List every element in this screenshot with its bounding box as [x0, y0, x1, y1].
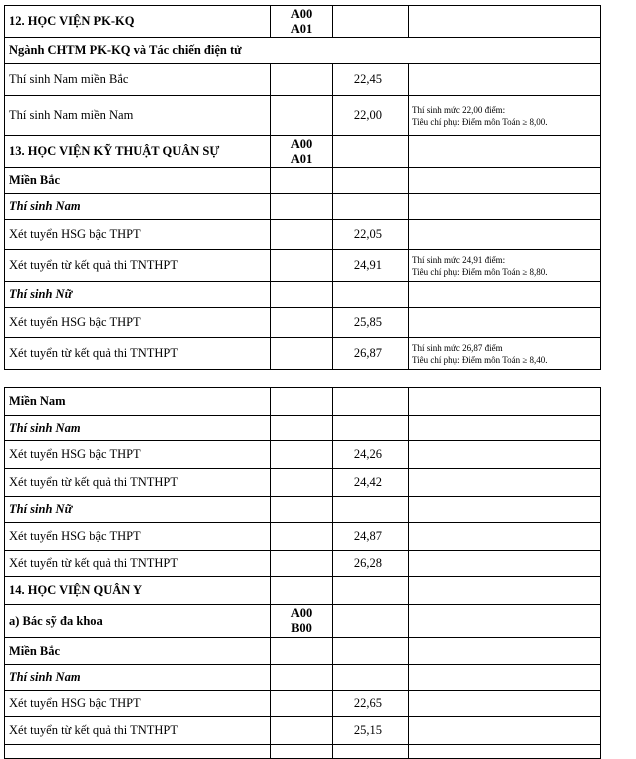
row-label-cell — [5, 665, 271, 691]
note-cell — [409, 665, 601, 691]
row-label: Ngành CHTM PK-KQ và Tác chiến điện tử — [9, 43, 242, 57]
row-label: 14. HỌC VIỆN QUÂN Y — [9, 583, 142, 597]
note-cell — [409, 220, 601, 250]
row-label: Miền Bắc — [9, 173, 61, 187]
row-label-cell — [5, 64, 271, 96]
note-cell — [409, 416, 601, 441]
score-cell — [333, 469, 409, 497]
score-value: 22,00 — [353, 108, 382, 122]
table-body — [5, 6, 601, 370]
table-row — [5, 308, 601, 338]
note-cell — [409, 6, 601, 38]
table-row — [5, 523, 601, 551]
score-cell — [333, 168, 409, 194]
subject-combo-cell — [271, 605, 333, 638]
subject-combo-cell — [271, 168, 333, 194]
score-cell — [333, 441, 409, 469]
subject-combo: A00 — [290, 136, 313, 151]
table-body — [5, 388, 601, 759]
subject-combo-cell — [271, 96, 333, 136]
table-row — [5, 96, 601, 136]
row-label-cell — [5, 638, 271, 665]
row-label: Xét tuyển HSG bậc THPT — [9, 529, 141, 543]
subject-combo-cell — [271, 717, 333, 745]
table-row — [5, 338, 601, 370]
score-cell — [333, 691, 409, 717]
row-label-cell — [5, 168, 271, 194]
table-row — [5, 220, 601, 250]
score-cell — [333, 665, 409, 691]
score-cell — [333, 194, 409, 220]
note-cell — [409, 338, 601, 370]
subject-combo-cell — [271, 691, 333, 717]
note-cell — [409, 308, 601, 338]
subject-combo-cell — [271, 194, 333, 220]
row-label-cell — [5, 6, 271, 38]
subject-combo-cell — [271, 250, 333, 282]
row-label: Thí sinh Nam — [9, 420, 81, 435]
note-cell — [409, 497, 601, 523]
row-label-cell — [5, 416, 271, 441]
score-cell — [333, 551, 409, 577]
subject-combo-cell — [271, 665, 333, 691]
score-cell — [333, 220, 409, 250]
note-cell — [409, 194, 601, 220]
row-label: Xét tuyển từ kết quả thi TNTHPT — [9, 723, 179, 737]
note-cell — [409, 282, 601, 308]
note-line: Tiêu chí phụ: Điểm môn Toán ≥ 8,80. — [412, 266, 548, 277]
score-value: 25,15 — [353, 723, 382, 737]
table-row — [5, 250, 601, 282]
row-label: Thí sinh Nam — [9, 670, 81, 684]
row-label-cell — [5, 551, 271, 577]
subject-combo-cell — [271, 441, 333, 469]
row-label: Thí sinh Nam — [9, 199, 81, 213]
table-row — [5, 441, 601, 469]
row-label-cell — [5, 308, 271, 338]
row-label: a) Bác sỹ đa khoa — [9, 613, 103, 628]
score-cell — [333, 388, 409, 416]
score-cell — [333, 638, 409, 665]
score-value: 22,65 — [353, 696, 382, 710]
note-cell — [409, 168, 601, 194]
row-label-cell — [5, 523, 271, 551]
table-row — [5, 745, 601, 759]
score-cell — [333, 497, 409, 523]
subject-combo-cell — [271, 497, 333, 523]
row-label: Thí sinh Nữ — [9, 287, 73, 301]
row-label: Thí sinh Nam miền Bắc — [9, 72, 129, 86]
note-cell — [409, 469, 601, 497]
table-row — [5, 64, 601, 96]
row-label-cell — [5, 220, 271, 250]
score-cell — [333, 136, 409, 168]
subject-combo-cell — [271, 469, 333, 497]
table-row — [5, 691, 601, 717]
row-label-cell — [5, 136, 271, 168]
note-line: Tiêu chí phụ: Điểm môn Toán ≥ 8,00. — [412, 116, 548, 127]
subject-combo-cell — [271, 388, 333, 416]
subject-combo-cell — [271, 64, 333, 96]
table-row — [5, 282, 601, 308]
score-value: 24,26 — [353, 447, 382, 461]
subject-combo-cell — [271, 638, 333, 665]
score-value: 26,28 — [353, 556, 382, 570]
subject-combo-cell — [271, 6, 333, 38]
admission-table-part-1 — [4, 5, 601, 370]
note-line: Thí sinh mức 24,91 điểm: — [412, 254, 506, 265]
score-value: 24,91 — [353, 258, 382, 272]
table-row — [5, 665, 601, 691]
row-label: Xét tuyển HSG bậc THPT — [9, 447, 141, 461]
subject-combo-cell — [271, 220, 333, 250]
note-line: Tiêu chí phụ: Điểm môn Toán ≥ 8,40. — [412, 354, 548, 365]
table-row — [5, 388, 601, 416]
note-cell — [409, 441, 601, 469]
subject-combo-cell — [271, 338, 333, 370]
row-label-cell — [5, 38, 601, 64]
note-cell — [409, 136, 601, 168]
table-row — [5, 551, 601, 577]
note-cell — [409, 523, 601, 551]
row-label: Xét tuyển từ kết quả thi TNTHPT — [9, 346, 179, 360]
note-line: Thí sinh mức 26,87 điểm — [412, 342, 503, 353]
row-label: Thí sinh Nữ — [9, 502, 73, 516]
score-cell — [333, 338, 409, 370]
subject-combo-cell — [271, 523, 333, 551]
note-cell — [409, 388, 601, 416]
row-label-cell — [5, 338, 271, 370]
score-cell — [333, 96, 409, 136]
row-label-cell — [5, 691, 271, 717]
row-label-cell — [5, 388, 271, 416]
table-row — [5, 638, 601, 665]
table-row — [5, 416, 601, 441]
row-label: Xét tuyển từ kết quả thi TNTHPT — [9, 258, 179, 272]
score-cell — [333, 717, 409, 745]
score-value: 24,87 — [353, 529, 382, 543]
score-value: 22,45 — [353, 72, 382, 86]
score-cell — [333, 64, 409, 96]
score-cell — [333, 308, 409, 338]
score-cell — [333, 416, 409, 441]
row-label: Xét tuyển HSG bậc THPT — [9, 696, 141, 710]
row-label-cell — [5, 441, 271, 469]
score-cell — [333, 6, 409, 38]
table-row — [5, 605, 601, 638]
subject-combo: A00 — [290, 606, 313, 620]
subject-combo-cell — [271, 551, 333, 577]
score-value: 24,42 — [353, 475, 382, 489]
row-label-cell — [5, 250, 271, 282]
score-value: 26,87 — [353, 346, 382, 360]
subject-combo-cell — [271, 577, 333, 605]
row-label-cell — [5, 96, 271, 136]
row-label-cell — [5, 497, 271, 523]
note-cell — [409, 577, 601, 605]
score-cell — [333, 745, 409, 759]
table-row — [5, 136, 601, 168]
admission-table-part-2 — [4, 387, 601, 759]
score-cell — [333, 577, 409, 605]
score-cell — [333, 523, 409, 551]
row-label: 12. HỌC VIỆN PK-KQ — [9, 14, 135, 28]
table-row — [5, 717, 601, 745]
row-label: Xét tuyển HSG bậc THPT — [9, 227, 141, 241]
row-label-cell — [5, 577, 271, 605]
note-cell — [409, 64, 601, 96]
table-row — [5, 168, 601, 194]
table-row — [5, 577, 601, 605]
note-cell — [409, 691, 601, 717]
subject-combo: A01 — [290, 151, 313, 166]
score-cell — [333, 282, 409, 308]
table-row — [5, 497, 601, 523]
subject-combo-cell — [271, 416, 333, 441]
row-label: Xét tuyển HSG bậc THPT — [9, 315, 141, 329]
table-row — [5, 6, 601, 38]
row-label: Xét tuyển từ kết quả thi TNTHPT — [9, 556, 179, 570]
score-cell — [333, 250, 409, 282]
note-cell — [409, 551, 601, 577]
row-label: Miền Bắc — [9, 643, 61, 658]
row-label: 13. HỌC VIỆN KỸ THUẬT QUÂN SỰ — [9, 144, 220, 158]
score-value: 25,85 — [353, 315, 382, 329]
row-label-cell — [5, 745, 271, 759]
note-line: Thí sinh mức 22,00 điểm: — [412, 104, 506, 115]
subject-combo: A00 — [290, 6, 313, 21]
note-cell — [409, 605, 601, 638]
score-value: 22,05 — [353, 227, 382, 241]
row-label-cell — [5, 605, 271, 638]
note-cell — [409, 96, 601, 136]
subject-combo-cell — [271, 136, 333, 168]
subject-combo-cell — [271, 282, 333, 308]
row-label-cell — [5, 717, 271, 745]
note-cell — [409, 250, 601, 282]
row-label-cell — [5, 282, 271, 308]
row-label: Thí sinh Nam miền Nam — [9, 108, 134, 122]
subject-combo-cell — [271, 745, 333, 759]
note-cell — [409, 638, 601, 665]
row-label-cell — [5, 469, 271, 497]
table-row — [5, 38, 601, 64]
row-label: Miền Nam — [9, 394, 66, 408]
subject-combo-cell — [271, 308, 333, 338]
row-label-cell — [5, 194, 271, 220]
score-cell — [333, 605, 409, 638]
subject-combo: B00 — [291, 621, 312, 635]
row-label: Xét tuyển từ kết quả thi TNTHPT — [9, 475, 179, 489]
note-cell — [409, 717, 601, 745]
note-cell — [409, 745, 601, 759]
subject-combo: A01 — [290, 21, 313, 36]
table-row — [5, 469, 601, 497]
table-row — [5, 194, 601, 220]
